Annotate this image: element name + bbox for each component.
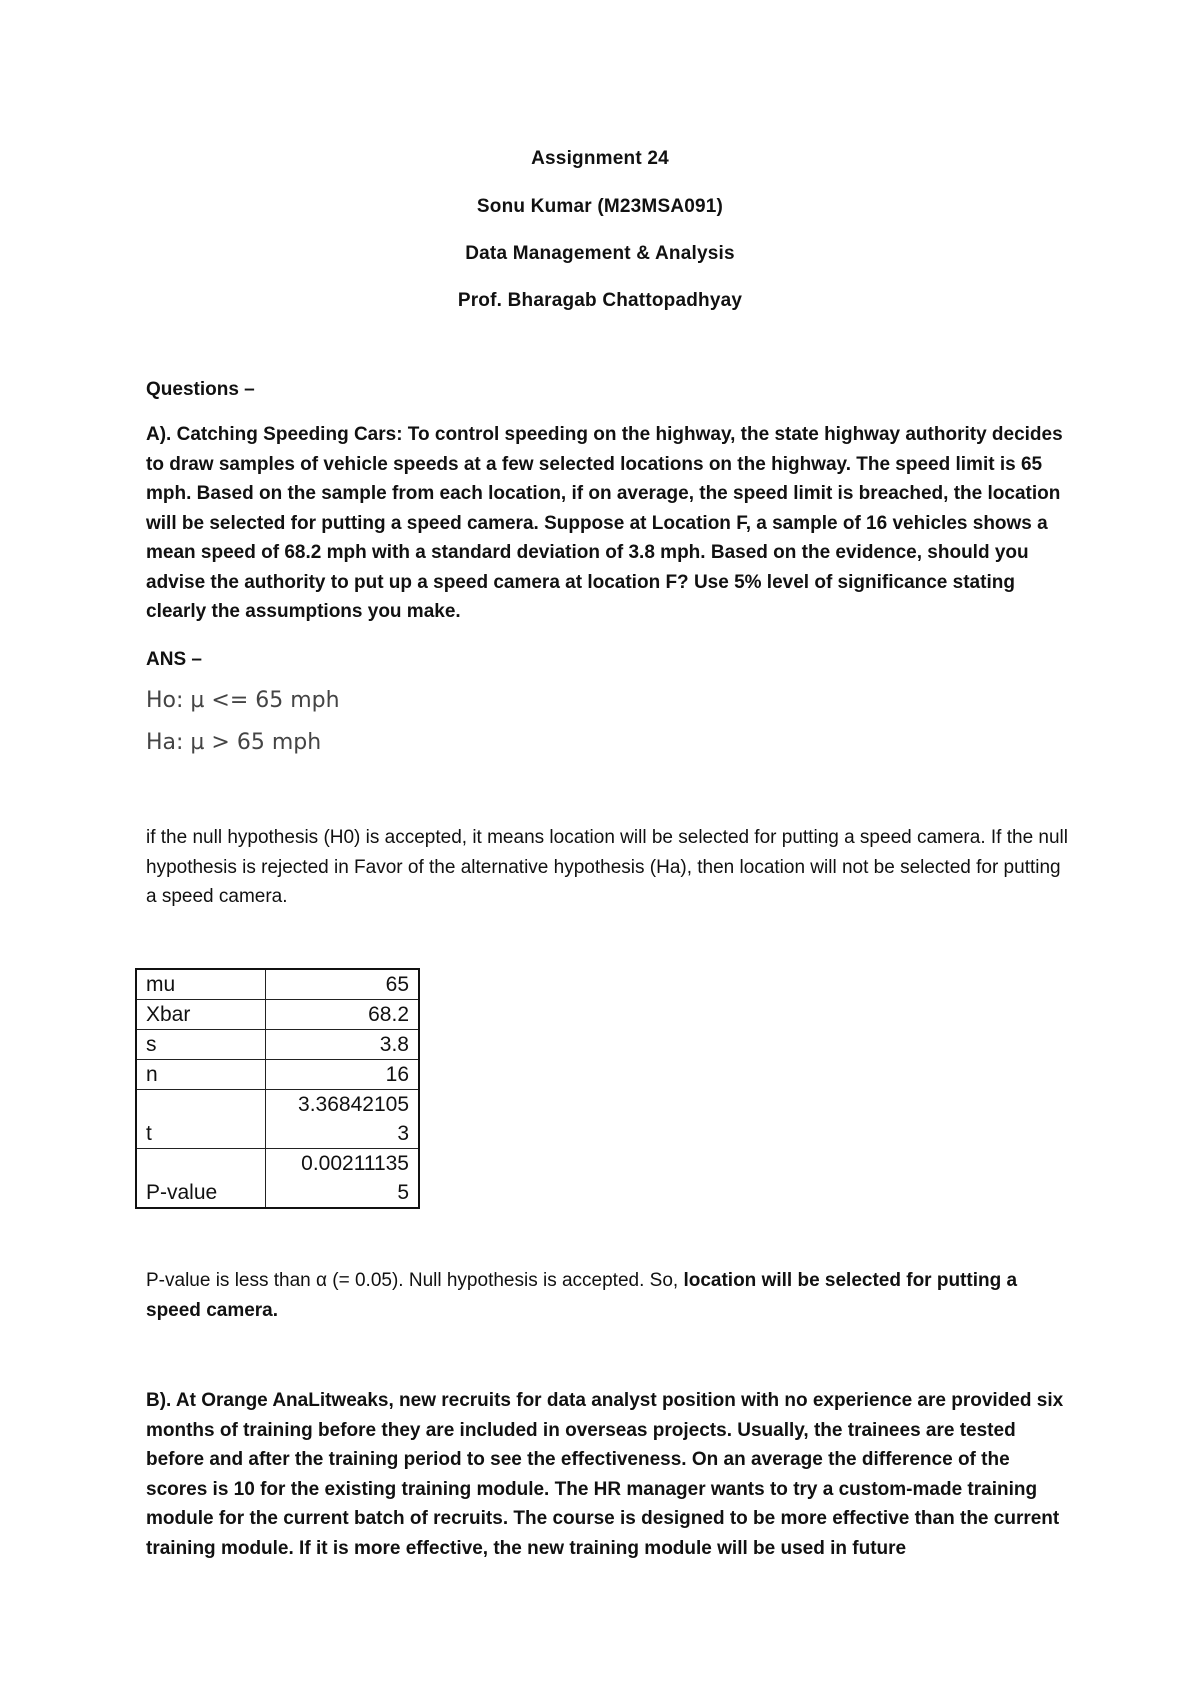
value-line-2: 5	[397, 1181, 409, 1204]
value-line-2: 3	[397, 1122, 409, 1145]
assignment-title: Assignment 24	[531, 148, 669, 169]
course-name: Data Management & Analysis	[465, 243, 735, 264]
row-value	[266, 1149, 420, 1209]
statistics-table	[135, 968, 420, 1209]
null-hypothesis: Ho: µ <= 65 mph	[146, 688, 340, 713]
row-label: Xbar	[136, 1000, 266, 1030]
conclusion	[146, 1266, 1076, 1325]
row-label: n	[136, 1060, 266, 1090]
table-row	[136, 1030, 419, 1060]
row-label: s	[136, 1030, 266, 1060]
row-value: 3.8	[266, 1030, 420, 1060]
value-line-1: 0.00211135	[301, 1152, 409, 1175]
table-row	[136, 1149, 419, 1209]
row-value: 16	[266, 1060, 420, 1090]
value-line-1: 3.36842105	[298, 1093, 409, 1116]
questions-heading: Questions –	[146, 379, 255, 400]
table-row	[136, 1090, 419, 1149]
row-value: 65	[266, 969, 420, 1000]
row-value: 68.2	[266, 1000, 420, 1030]
row-label: mu	[136, 969, 266, 1000]
answer-heading: ANS –	[146, 649, 202, 670]
table-row	[136, 1060, 419, 1090]
question-a-text: A). Catching Speeding Cars: To control speeding on the highway, the state highway authority decides to draw samples of vehicle speeds at a few selected locations on the highway. The speed limit is 65 mph. Based on the sample from each location, if on average, the speed limit is breached, the location will be selected for putting a speed camera. Suppose at Location F, a sample of 16 vehicles shows a mean speed of 68.2 mph with a standard deviation of 3.8 mph. Based on the evidence, should you advise the authority to put up a speed camera at location F? Use 5% level of significance stating clearly the assumptions you make.	[146, 424, 1063, 622]
table-row	[136, 969, 419, 1000]
question-b-text: B). At Orange AnaLitweaks, new recruits for data analyst position with no experience are provided six months of training before they are included in overseas projects. Usually, the trainees are tested before and after the training period to see the effectiveness. On an average the difference of the scores is 10 for the existing training module. The HR manager wants to try a custom-made training module for the current batch of recruits. The course is designed to be more effective than the current training module. If it is more effective, the new training module will be used in future	[146, 1390, 1064, 1559]
row-label: t	[136, 1090, 266, 1149]
professor-name: Prof. Bharagab Chattopadhyay	[457, 290, 743, 311]
row-label: P-value	[136, 1149, 266, 1209]
conclusion-emphasis: location will be selected for putting a speed camera.	[146, 1270, 1018, 1321]
alternative-hypothesis: Ha: µ > 65 mph	[146, 730, 322, 755]
row-value	[266, 1090, 420, 1149]
hypothesis-explanation: if the null hypothesis (H0) is accepted, it means location will be selected for putting a speed camera. If the null hypothesis is rejected in Favor of the alternative hypothesis (Ha), then location will not be selected for putting a speed camera.	[146, 827, 1068, 907]
student-name: Sonu Kumar (M23MSA091)	[476, 196, 724, 217]
table-row	[136, 1000, 419, 1030]
conclusion-text: P-value is less than α (= 0.05). Null hypothesis is accepted. So,	[146, 1270, 684, 1291]
